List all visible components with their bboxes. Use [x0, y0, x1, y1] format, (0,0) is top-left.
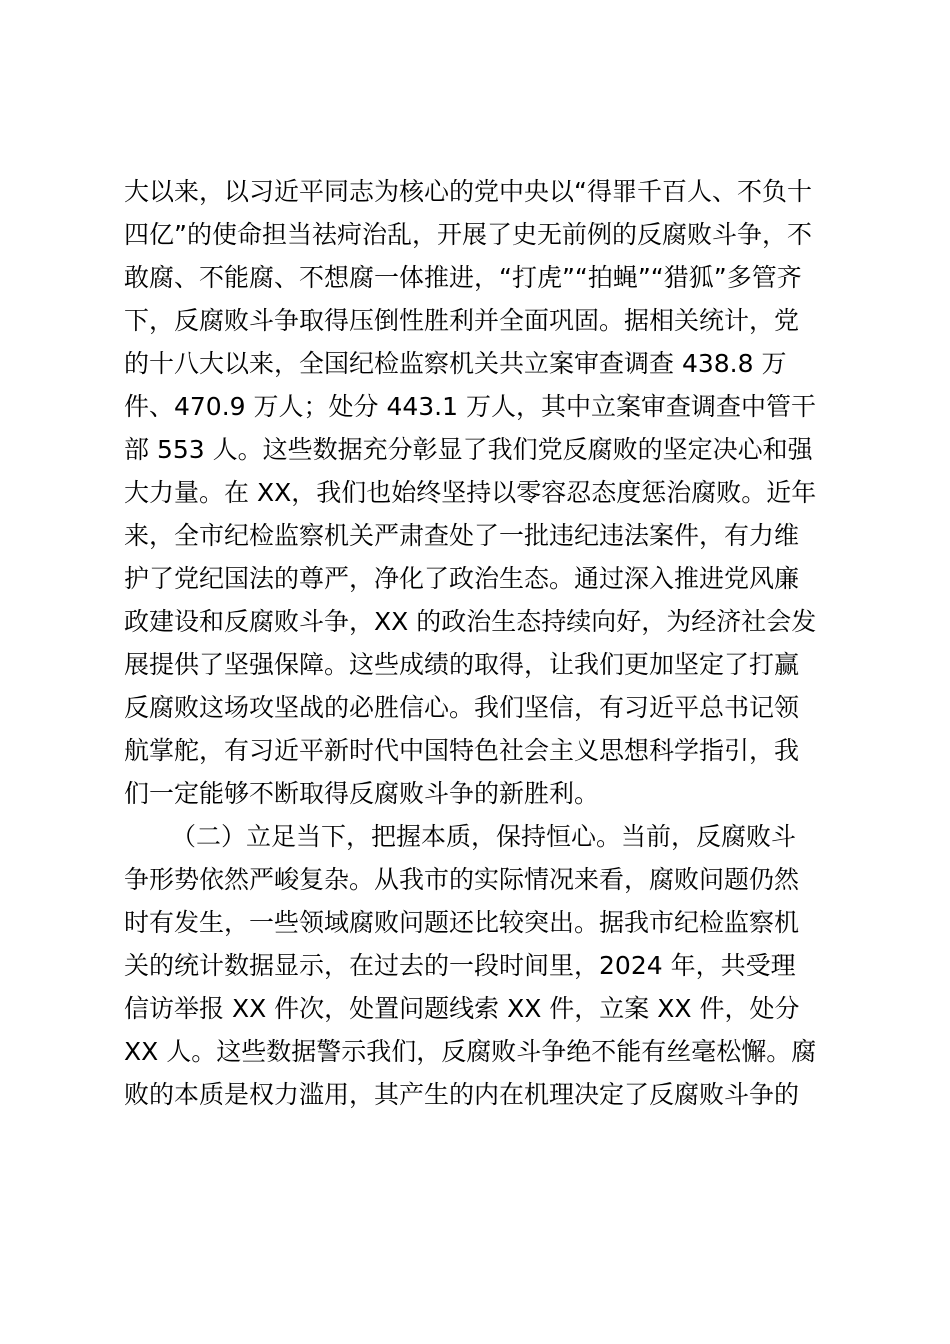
text-line: 敢腐、不能腐、不想腐一体推进，“打虎”“拍蝇”“猎狐”多管齐: [124, 263, 802, 292]
text-line: 反腐败这场攻坚战的必胜信心。我们坚信，有习近平总书记领: [124, 693, 800, 722]
text-line: 时有发生，一些领域腐败问题还比较突出。据我市纪检监察机: [124, 908, 800, 937]
text-line: 们一定能够不断取得反腐败斗争的新胜利。: [124, 779, 600, 808]
text-line: 败的本质是权力滥用，其产生的内在机理决定了反腐败斗争的: [124, 1080, 800, 1109]
text-line: 信访举报 XX 件次，处置问题线索 XX 件，立案 XX 件，处分: [124, 994, 800, 1023]
text-line: 下，反腐败斗争取得压倒性胜利并全面巩固。据相关统计，党: [124, 306, 800, 335]
text-line: 件、470.9 万人；处分 443.1 万人，其中立案审查调查中管干: [124, 392, 816, 421]
text-line: 政建设和反腐败斗争，XX 的政治生态持续向好，为经济社会发: [124, 607, 817, 636]
text-line: 航掌舵，有习近平新时代中国特色社会主义思想科学指引，我: [124, 736, 800, 765]
body-text: [124, 170, 844, 1116]
text-line: 大力量。在 XX，我们也始终坚持以零容忍态度惩治腐败。近年: [124, 478, 817, 507]
text-line: 展提供了坚强保障。这些成绩的取得，让我们更加坚定了打赢: [124, 650, 800, 679]
text-line: 的十八大以来，全国纪检监察机关共立案审查调查 438.8 万: [124, 349, 787, 378]
text-line: 关的统计数据显示，在过去的一段时间里，2024 年，共受理: [124, 951, 796, 980]
text-line: 大以来，以习近平同志为核心的党中央以“得罪千百人、不负十: [124, 177, 812, 206]
text-line: 部 553 人。这些数据充分彰显了我们党反腐败的坚定决心和强: [124, 435, 813, 464]
section-heading-line: （二）立足当下，把握本质，保持恒心。当前，反腐败斗: [171, 822, 797, 851]
text-line: 四亿”的使命担当祛疴治乱，开展了史无前例的反腐败斗争，不: [124, 220, 812, 249]
text-line: 来，全市纪检监察机关严肃查处了一批违纪违法案件，有力维: [124, 521, 800, 550]
text-line: XX 人。这些数据警示我们，反腐败斗争绝不能有丝毫松懈。腐: [124, 1037, 817, 1066]
text-line: 护了党纪国法的尊严，净化了政治生态。通过深入推进党风廉: [124, 564, 800, 593]
text-line: 争形势依然严峻复杂。从我市的实际情况来看，腐败问题仍然: [124, 865, 800, 894]
